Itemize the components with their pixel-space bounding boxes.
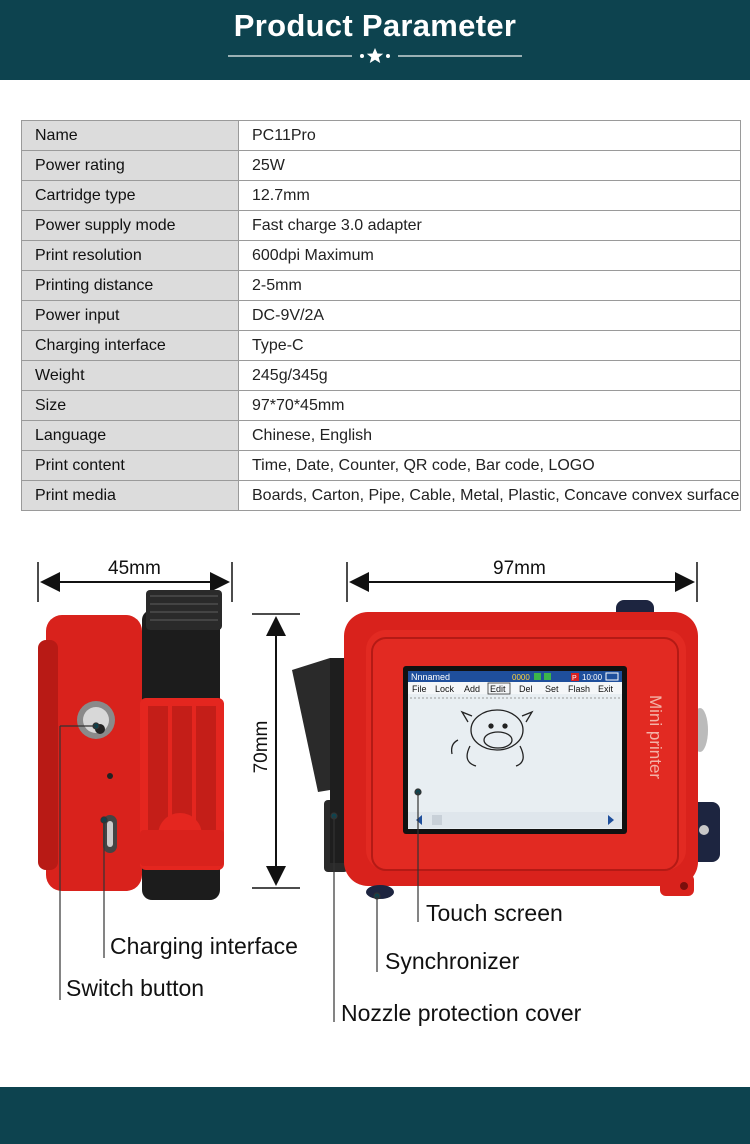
param-value: 245g/345g <box>239 361 741 391</box>
device-print-text: Mini printer <box>646 695 665 780</box>
callout-nozzle-cover: Nozzle protection cover <box>341 1000 582 1026</box>
param-name: Name <box>22 121 239 151</box>
param-name: Language <box>22 421 239 451</box>
param-value: Time, Date, Counter, QR code, Bar code, LOGO <box>239 451 741 481</box>
length-label: 97mm <box>493 558 546 579</box>
callout-charging-interface: Charging interface <box>110 933 298 959</box>
width-label: 45mm <box>108 558 161 579</box>
screen-status-p: P <box>572 675 577 682</box>
param-name: Print media <box>22 481 239 511</box>
param-value: Fast charge 3.0 adapter <box>239 211 741 241</box>
param-name: Size <box>22 391 239 421</box>
table-row <box>22 481 741 511</box>
parameter-table <box>21 120 741 511</box>
header-banner <box>0 0 750 80</box>
callout-switch-button: Switch button <box>66 975 205 1001</box>
param-name: Print resolution <box>22 241 239 271</box>
param-value: PC11Pro <box>239 121 741 151</box>
callout-synchronizer: Synchronizer <box>385 948 520 974</box>
param-value: 25W <box>239 151 741 181</box>
printer-front-view <box>292 600 720 899</box>
star-divider <box>0 45 750 65</box>
printer-side-view <box>38 590 224 900</box>
table-row <box>22 361 741 391</box>
screen-menu-item: Add <box>464 684 481 694</box>
star-icon <box>367 48 383 63</box>
table-row <box>22 271 741 301</box>
param-name: Cartridge type <box>22 181 239 211</box>
screen-menu-item: Del <box>519 684 533 694</box>
footer-band <box>0 1087 750 1144</box>
param-value: Type-C <box>239 331 741 361</box>
screen-title: Nnnamed <box>411 672 451 682</box>
page-title: Product Parameter <box>233 8 517 43</box>
table-row <box>22 211 741 241</box>
screen-menu-item: Edit <box>490 684 506 694</box>
table-row <box>22 121 741 151</box>
param-value: 2-5mm <box>239 271 741 301</box>
screen-menu-item: Flash <box>568 684 591 694</box>
param-value: 600dpi Maximum <box>239 241 741 271</box>
table-row <box>22 391 741 421</box>
table-row <box>22 331 741 361</box>
screen-counter: 0000 <box>512 673 530 682</box>
param-value: 12.7mm <box>239 181 741 211</box>
param-name: Power input <box>22 301 239 331</box>
param-name: Printing distance <box>22 271 239 301</box>
param-value: DC-9V/2A <box>239 301 741 331</box>
height-label: 70mm <box>251 720 272 774</box>
param-value: Boards, Carton, Pipe, Cable, Metal, Plastic, Concave convex surface <box>239 481 741 511</box>
param-value: Chinese, English <box>239 421 741 451</box>
screen-menu-item: Lock <box>435 684 455 694</box>
product-figure <box>0 530 750 1050</box>
param-value: 97*70*45mm <box>239 391 741 421</box>
screen-menu-item: Set <box>545 684 559 694</box>
param-name: Charging interface <box>22 331 239 361</box>
param-name: Power rating <box>22 151 239 181</box>
table-row <box>22 181 741 211</box>
param-name: Power supply mode <box>22 211 239 241</box>
table-row <box>22 241 741 271</box>
table-row <box>22 151 741 181</box>
table-row <box>22 421 741 451</box>
screen-menu-item: File <box>412 684 427 694</box>
table-row <box>22 451 741 481</box>
param-name: Weight <box>22 361 239 391</box>
screen-menu-item: Exit <box>598 684 614 694</box>
param-name: Print content <box>22 451 239 481</box>
screen-time: 10:00 <box>582 673 603 682</box>
table-row <box>22 301 741 331</box>
callout-touch-screen: Touch screen <box>426 900 563 926</box>
